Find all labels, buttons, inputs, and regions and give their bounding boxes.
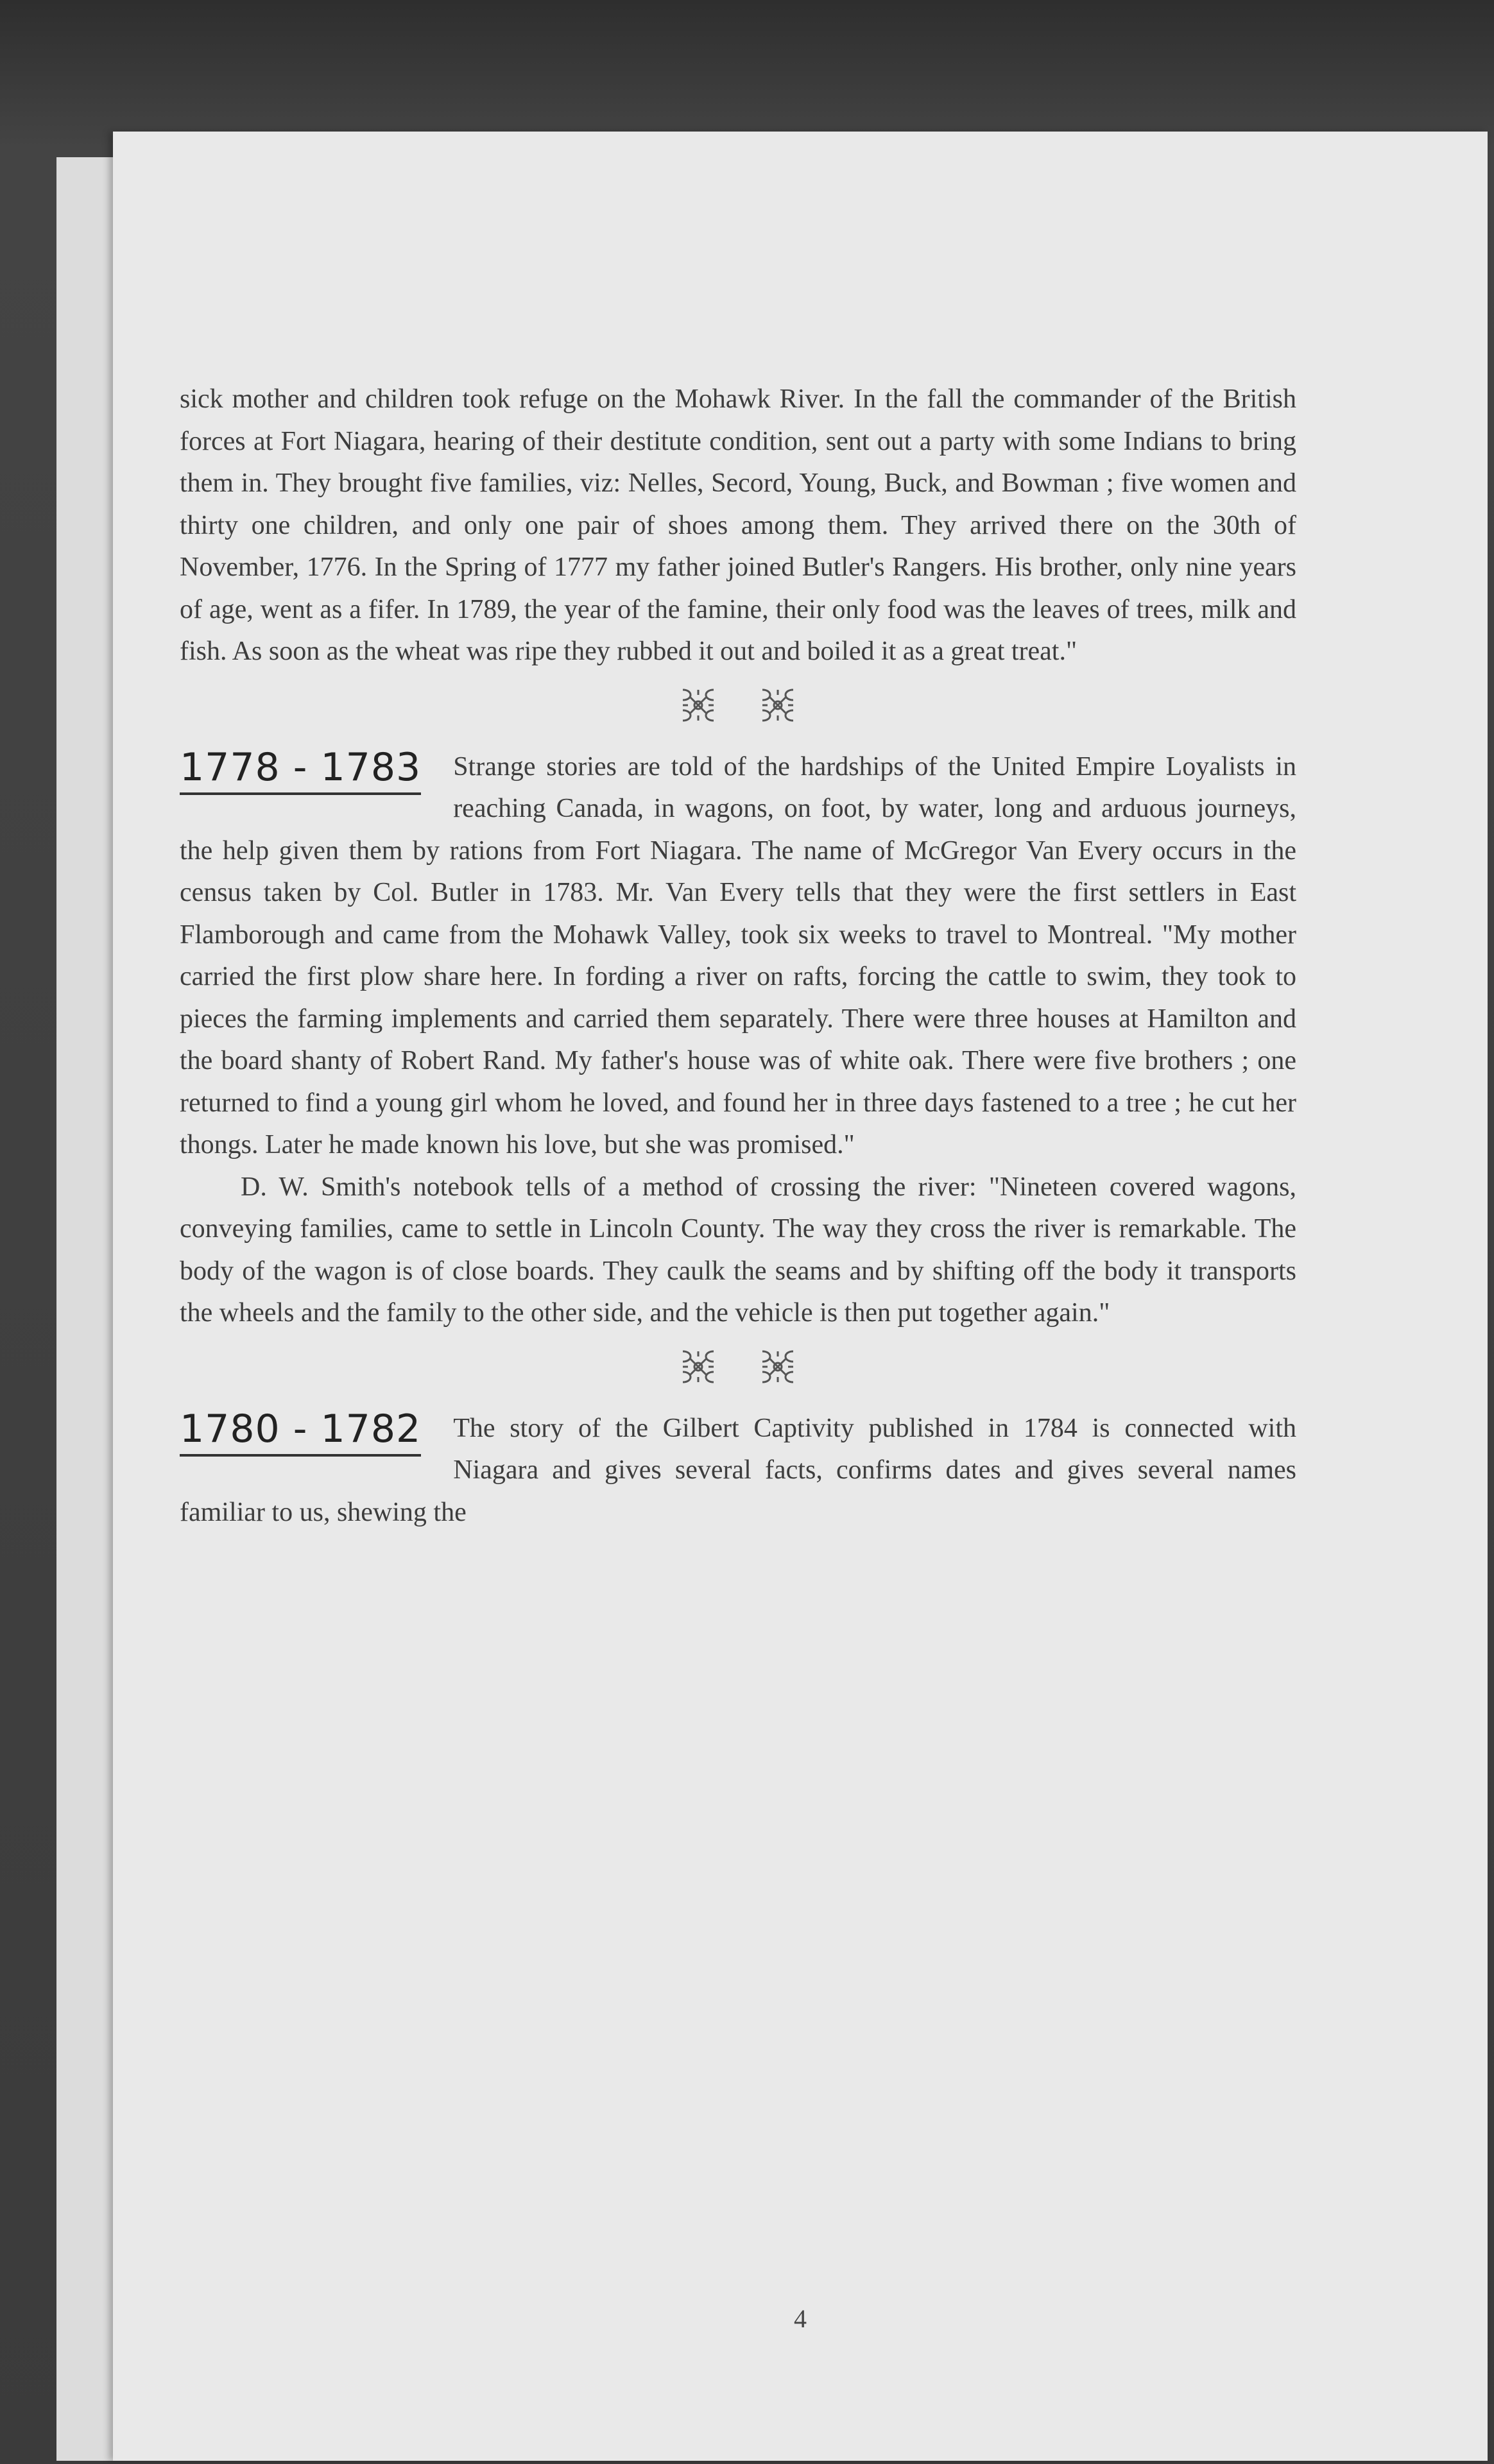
section-divider bbox=[180, 685, 1296, 732]
page-number: 4 bbox=[794, 2304, 807, 2333]
knot-ornament-icon bbox=[678, 1346, 719, 1387]
section-date-heading: 1780 - 1782 bbox=[180, 1410, 421, 1457]
section-text: Strange stories are told of the hardships of the United Empire Loyalists in reaching Canada, in wagons, on foot, by water, long and arduous journeys, the help given them by rations from Fort Niagara. The name of McGregor Van Every occurs in the census taken by Col. Butler in 1783. Mr. Van Every tells that they were the first settlers in East Flamborough and came from the Mohawk Valley, took six weeks to travel to Montreal. "My mother carried the first plow share here. In fording a river on rafts, forcing the cattle to swim, they took to pieces the farming implements and carried them separately. There were three houses at Hamilton and the board shanty of Robert Rand. My father's house was of white oak. There were five brothers ; one returned to find a young girl whom he loved, and found her in three days fastened to a tree ; he cut her thongs. Later he made known his love, but she was promised." bbox=[180, 751, 1296, 1159]
knot-ornament-icon bbox=[757, 685, 798, 726]
section-date-heading: 1778 - 1783 bbox=[180, 749, 421, 795]
knot-ornament-icon bbox=[678, 685, 719, 726]
section-divider bbox=[180, 1346, 1296, 1394]
smith-notebook-paragraph: D. W. Smith's notebook tells of a method of crossing the river: "Nineteen covered wagons, conveying families, came to settle in Lincoln County. The way they cross the river is remarkable. The body of the wagon is of close boards. They caulk the seams and by shifting off the body it transports the wheels and the family to the other side, and the vehicle is then put together again." bbox=[180, 1172, 1296, 1328]
section-1778-1783 bbox=[180, 746, 1296, 1167]
section-text: The story of the Gilbert Captivity published in 1784 is connected with Niagara and gives several facts, confirms dates and gives several names familiar to us, shewing the bbox=[180, 1413, 1296, 1527]
section-1780-1782 bbox=[180, 1408, 1296, 1534]
page-body bbox=[180, 379, 1296, 1534]
knot-ornament-icon bbox=[757, 1346, 798, 1387]
opening-paragraph: sick mother and children took refuge on the Mohawk River. In the fall the commander of the British forces at Fort Niagara, hearing of their destitute condition, sent out a party with some Indians to bring them in. They brought five families, viz: Nelles, Secord, Young, Buck, and Bowman ; five women and thirty one children, and only one pair of shoes among them. They arrived there on the 30th of November, 1776. In the Spring of 1777 my father joined Butler's Rangers. His brother, only nine years of age, went as a fifer. In 1789, the year of the famine, their only food was the leaves of trees, milk and fish. As soon as the wheat was ripe they rubbed it out and boiled it as a great treat." bbox=[180, 384, 1296, 666]
